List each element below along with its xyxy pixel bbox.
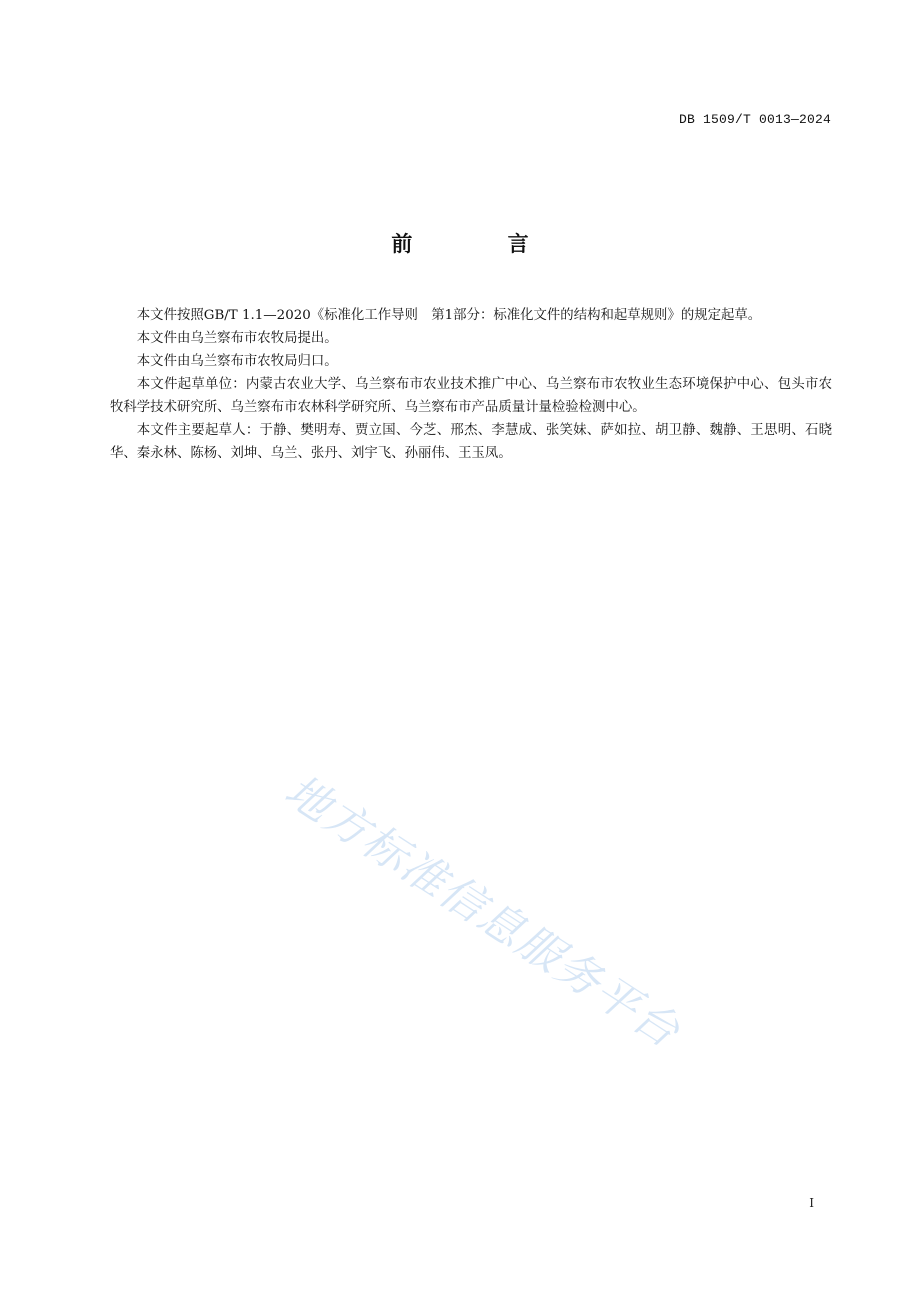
paragraph-administrator: 本文件由乌兰察布市农牧局归口。 — [136, 354, 338, 369]
page-number: I — [809, 1196, 814, 1210]
paragraph-drafters: 本文件主要起草人：于静、樊明寿、贾立国、今芝、邢杰、李慧成、张笑妹、萨如拉、胡卫静、魏静、王思明、石晓华、秦永林、陈杨、刘坤、乌兰、张丹、刘宇飞、孙丽伟、王玉凤。 — [110, 423, 832, 461]
document-body — [110, 304, 832, 465]
page-title: 前 言 — [391, 232, 573, 256]
paragraph-drafting-units: 本文件起草单位：内蒙古农业大学、乌兰察布市农业技术推广中心、乌兰察布市农牧业生态环境保护中心、包头市农牧科学技术研究所、乌兰察布市农林科学研究所、乌兰察布市产品质量计量检验检测中心。 — [110, 377, 832, 415]
paragraph-drafting-basis: 本文件按照GB/T 1.1—2020《标准化工作导则 第1部分：标准化文件的结构和起草规则》的规定起草。 — [136, 308, 762, 323]
paragraph-proposer: 本文件由乌兰察布市农牧局提出。 — [136, 331, 338, 346]
document-code: DB 1509/T 0013—2024 — [678, 112, 831, 127]
watermark: 地方标准信息服务平台 — [275, 765, 690, 1059]
